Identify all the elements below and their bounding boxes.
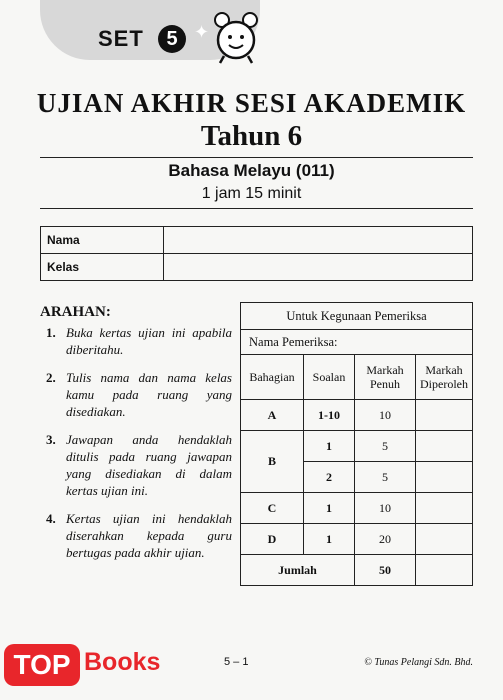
page-number: 5 – 1 (224, 656, 249, 668)
nama-field[interactable] (164, 227, 473, 254)
instruction-text: Buka kertas ujian ini apabila diberitahu. (66, 325, 232, 357)
kelas-field[interactable] (164, 254, 473, 281)
diperoleh-cell[interactable] (416, 462, 473, 493)
penuh-cell: 10 (355, 493, 416, 524)
copyright: © Tunas Pelangi Sdn. Bhd. (364, 657, 473, 668)
instruction-number: 1. (46, 325, 56, 340)
instruction-item (46, 369, 232, 420)
divider (40, 157, 473, 158)
col-soalan: Soalan (304, 355, 355, 400)
exam-duration: 1 jam 15 minit (201, 185, 302, 202)
soalan-cell: 1 (304, 524, 355, 555)
penuh-cell: 20 (355, 524, 416, 555)
topbooks-logo (0, 636, 190, 700)
instruction-number: 4. (46, 511, 56, 526)
brand-books: Books (84, 648, 161, 676)
set-label: SET (98, 26, 144, 51)
examiner-name-label: Nama Pemeriksa: (241, 330, 473, 355)
instruction-item (46, 431, 232, 499)
instruction-number: 2. (46, 370, 56, 385)
instructions-list (46, 324, 232, 572)
col-bahagian: Bahagian (241, 355, 304, 400)
bahagian-cell: A (241, 400, 304, 431)
sparkle-icon: ✦ (194, 22, 210, 42)
penuh-cell: 5 (355, 431, 416, 462)
diperoleh-cell[interactable] (416, 400, 473, 431)
subject-title: Bahasa Melayu (011) (168, 161, 335, 180)
alarm-clock-icon (212, 10, 262, 66)
table-row (241, 524, 473, 555)
set-number-badge: 5 (158, 25, 186, 53)
bahagian-cell: C (241, 493, 304, 524)
diperoleh-cell[interactable] (416, 524, 473, 555)
student-info-table (40, 226, 473, 281)
total-label: Jumlah (241, 555, 355, 586)
instruction-text: Tulis nama dan nama kelas kamu pada ruang yang disediakan. (66, 370, 232, 419)
penuh-cell: 5 (355, 462, 416, 493)
diperoleh-cell[interactable] (416, 493, 473, 524)
instructions-title: ARAHAN: (40, 304, 111, 320)
instruction-item (46, 510, 232, 561)
soalan-cell: 1 (304, 493, 355, 524)
penuh-cell: 10 (355, 400, 416, 431)
soalan-cell: 1 (304, 431, 355, 462)
divider (40, 208, 473, 209)
bahagian-cell: B (241, 431, 304, 493)
exam-year: Tahun 6 (200, 120, 303, 152)
table-row (241, 431, 473, 462)
col-markah-diperoleh: Markah Diperoleh (416, 355, 473, 400)
nama-label: Nama (41, 227, 164, 254)
bahagian-cell: D (241, 524, 304, 555)
col-markah-penuh: Markah Penuh (355, 355, 416, 400)
diperoleh-cell[interactable] (416, 431, 473, 462)
examiner-table (240, 302, 473, 586)
table-row (241, 400, 473, 431)
total-diperoleh-cell[interactable] (416, 555, 473, 586)
soalan-cell: 1-10 (304, 400, 355, 431)
instruction-text: Kertas ujian ini hendaklah diserahkan kepada guru bertugas pada akhir ujian. (66, 511, 232, 560)
instruction-number: 3. (46, 432, 56, 447)
examiner-table-heading: Untuk Kegunaan Pemeriksa (241, 303, 473, 330)
instruction-item (46, 324, 232, 358)
kelas-label: Kelas (41, 254, 164, 281)
total-value: 50 (355, 555, 416, 586)
total-row (241, 555, 473, 586)
instruction-text: Jawapan anda hendaklah ditulis pada ruang jawapan yang disediakan di dalam kertas ujian ini. (66, 432, 232, 498)
exam-title: UJIAN AKHIR SESI AKADEMIK (36, 88, 467, 118)
soalan-cell: 2 (304, 462, 355, 493)
brand-top: TOP (4, 644, 80, 686)
table-row (241, 493, 473, 524)
